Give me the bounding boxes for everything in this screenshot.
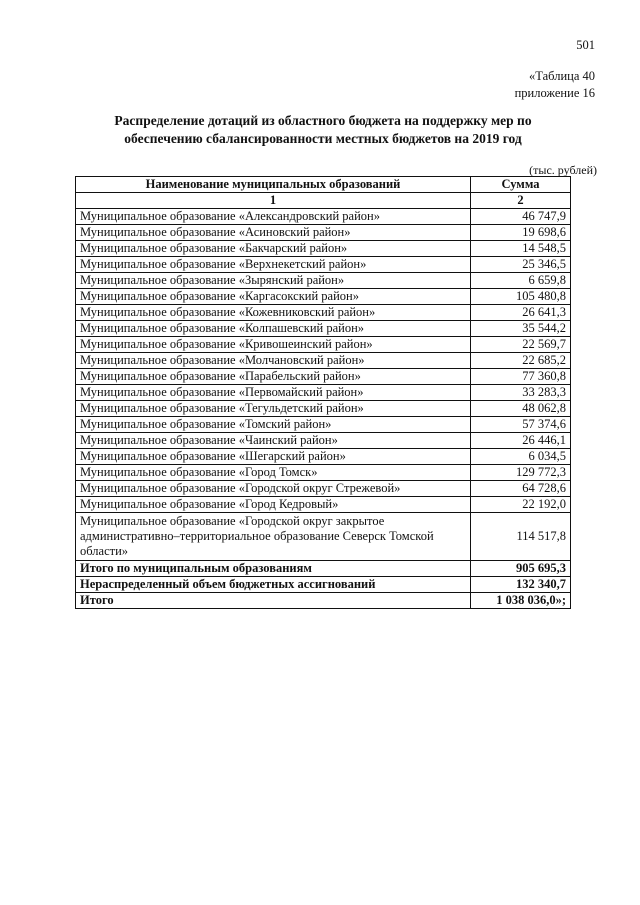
total-sum: 1 038 036,0»; bbox=[471, 593, 571, 609]
municipality-name: Муниципальное образование «Верхнекетский район» bbox=[76, 257, 471, 273]
column-index-sum: 2 bbox=[471, 193, 571, 209]
table-row bbox=[76, 209, 571, 225]
table-header-row bbox=[76, 177, 571, 193]
table-row bbox=[76, 241, 571, 257]
municipality-sum: 22 569,7 bbox=[471, 337, 571, 353]
table-row bbox=[76, 465, 571, 481]
municipality-name: Муниципальное образование «Каргасокский район» bbox=[76, 289, 471, 305]
municipality-sum: 6 659,8 bbox=[471, 273, 571, 289]
municipality-name: Муниципальное образование «Чаинский район» bbox=[76, 433, 471, 449]
municipality-name: Муниципальное образование «Первомайский район» bbox=[76, 385, 471, 401]
municipality-sum: 22 192,0 bbox=[471, 497, 571, 513]
municipality-sum: 114 517,8 bbox=[471, 513, 571, 561]
total-label: Итого по муниципальным образованиям bbox=[76, 561, 471, 577]
municipality-name: Муниципальное образование «Шегарский район» bbox=[76, 449, 471, 465]
municipality-name: Муниципальное образование «Городской округ закрытое административно–территориальное образование Северск Томской области» bbox=[76, 513, 471, 561]
budget-table bbox=[75, 176, 571, 609]
total-row bbox=[76, 561, 571, 577]
municipality-sum: 14 548,5 bbox=[471, 241, 571, 257]
table-row bbox=[76, 481, 571, 497]
title-line-1: Распределение дотаций из областного бюджета на поддержку мер по bbox=[114, 113, 532, 128]
municipality-name: Муниципальное образование «Город Кедровый» bbox=[76, 497, 471, 513]
municipality-sum: 57 374,6 bbox=[471, 417, 571, 433]
municipality-sum: 19 698,6 bbox=[471, 225, 571, 241]
municipality-sum: 6 034,5 bbox=[471, 449, 571, 465]
municipality-name: Муниципальное образование «Колпашевский район» bbox=[76, 321, 471, 337]
municipality-name: Муниципальное образование «Парабельский район» bbox=[76, 369, 471, 385]
municipality-name: Муниципальное образование «Александровский район» bbox=[76, 209, 471, 225]
municipality-sum: 26 641,3 bbox=[471, 305, 571, 321]
total-row bbox=[76, 577, 571, 593]
table-row bbox=[76, 305, 571, 321]
municipality-name: Муниципальное образование «Бакчарский район» bbox=[76, 241, 471, 257]
total-row bbox=[76, 593, 571, 609]
table-row bbox=[76, 321, 571, 337]
municipality-name: Муниципальное образование «Тегульдетский район» bbox=[76, 401, 471, 417]
municipality-sum: 25 346,5 bbox=[471, 257, 571, 273]
page-number: 501 bbox=[576, 38, 595, 52]
municipality-name: Муниципальное образование «Зырянский район» bbox=[76, 273, 471, 289]
document-title bbox=[75, 112, 571, 148]
municipality-sum: 64 728,6 bbox=[471, 481, 571, 497]
table-row bbox=[76, 369, 571, 385]
appendix-label: приложение 16 bbox=[514, 86, 595, 100]
municipality-sum: 105 480,8 bbox=[471, 289, 571, 305]
table-row bbox=[76, 433, 571, 449]
table-body bbox=[76, 209, 571, 609]
municipality-sum: 129 772,3 bbox=[471, 465, 571, 481]
municipality-name: Муниципальное образование «Городской округ Стрежевой» bbox=[76, 481, 471, 497]
municipality-sum: 46 747,9 bbox=[471, 209, 571, 225]
municipality-sum: 77 360,8 bbox=[471, 369, 571, 385]
table-row bbox=[76, 225, 571, 241]
municipality-name: Муниципальное образование «Томский район» bbox=[76, 417, 471, 433]
column-header-sum: Сумма bbox=[471, 177, 571, 193]
municipality-name: Муниципальное образование «Кривошеинский район» bbox=[76, 337, 471, 353]
table-row bbox=[76, 497, 571, 513]
table-row bbox=[76, 337, 571, 353]
municipality-name: Муниципальное образование «Кожевниковский район» bbox=[76, 305, 471, 321]
table-label: «Таблица 40 bbox=[529, 69, 595, 83]
municipality-name: Муниципальное образование «Асиновский район» bbox=[76, 225, 471, 241]
table-reference bbox=[515, 68, 595, 102]
column-header-name: Наименование муниципальных образований bbox=[76, 177, 471, 193]
table-row bbox=[76, 449, 571, 465]
table-row bbox=[76, 401, 571, 417]
municipality-sum: 35 544,2 bbox=[471, 321, 571, 337]
table-row bbox=[76, 513, 571, 561]
table-row bbox=[76, 385, 571, 401]
total-sum: 132 340,7 bbox=[471, 577, 571, 593]
units-label: (тыс. рублей) bbox=[529, 163, 597, 177]
total-sum: 905 695,3 bbox=[471, 561, 571, 577]
table-row bbox=[76, 353, 571, 369]
table-row bbox=[76, 257, 571, 273]
municipality-name: Муниципальное образование «Молчановский район» bbox=[76, 353, 471, 369]
table-row bbox=[76, 417, 571, 433]
municipality-sum: 48 062,8 bbox=[471, 401, 571, 417]
table-index-row bbox=[76, 193, 571, 209]
table-row bbox=[76, 289, 571, 305]
column-index-name: 1 bbox=[76, 193, 471, 209]
municipality-sum: 22 685,2 bbox=[471, 353, 571, 369]
table-row bbox=[76, 273, 571, 289]
municipality-sum: 26 446,1 bbox=[471, 433, 571, 449]
municipality-name: Муниципальное образование «Город Томск» bbox=[76, 465, 471, 481]
total-label: Нераспределенный объем бюджетных ассигнований bbox=[76, 577, 471, 593]
total-label: Итого bbox=[76, 593, 471, 609]
title-line-2: обеспечению сбалансированности местных бюджетов на 2019 год bbox=[124, 131, 522, 146]
municipality-sum: 33 283,3 bbox=[471, 385, 571, 401]
